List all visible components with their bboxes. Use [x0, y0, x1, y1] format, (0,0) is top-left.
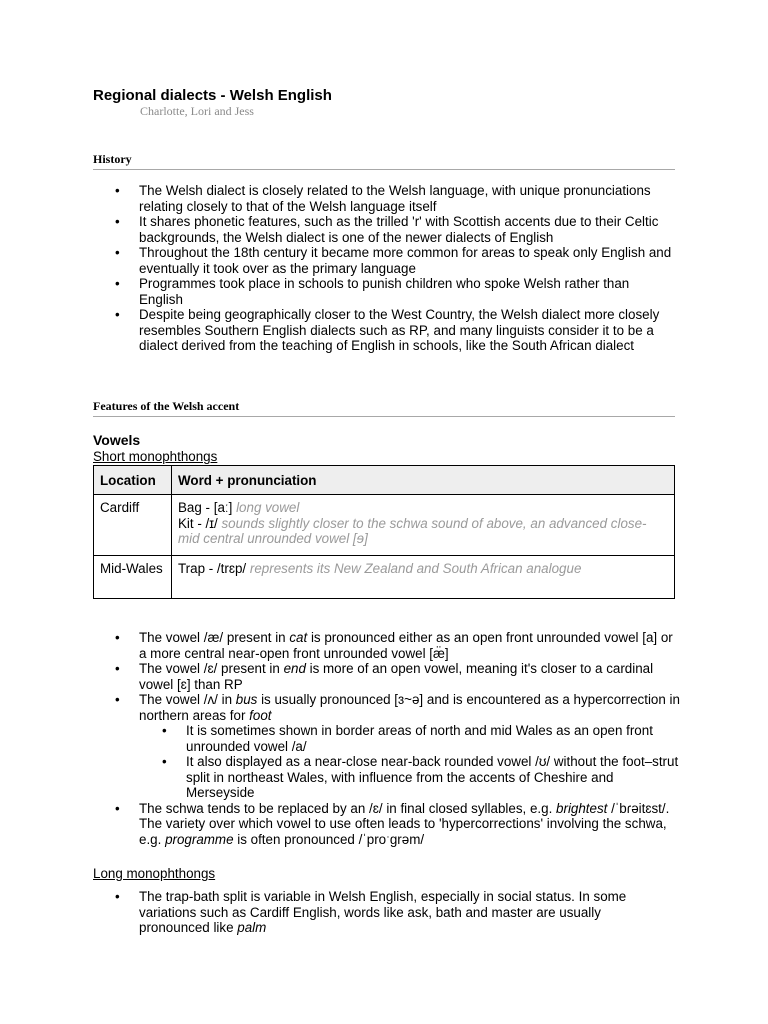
- pronunciation-note: sounds slightly closer to the schwa sound of above, an advanced close-mid central unrounded vowel [ɘ]: [178, 515, 647, 546]
- list-item: • Despite being geographically closer to the West Country, the Welsh dialect more closely resembles Southern English dialects such as RP, and many linguists consider it to be a dialect derived from the teaching of English in schools, like the South African dialect: [93, 307, 675, 354]
- label-long-monophthongs: Long monophthongs: [93, 866, 216, 881]
- section-heading-features: Features of the Welsh accent: [93, 399, 240, 413]
- section-divider: [93, 416, 675, 417]
- pronunciation-note: long vowel: [236, 500, 300, 515]
- list-item: • It is sometimes shown in border areas of north and mid Wales as an open front unrounded vowel /a/: [93, 723, 683, 754]
- table-row: [94, 495, 675, 556]
- document-authors: Charlotte, Lori and Jess: [140, 104, 254, 118]
- list-item: • Programmes took place in schools to punish children who spoke Welsh rather than English: [93, 276, 675, 307]
- table-row: [94, 556, 675, 599]
- vowel-bullet-list: [93, 630, 683, 847]
- document-title: Regional dialects - Welsh English: [93, 87, 332, 104]
- list-item: • It shares phonetic features, such as the trilled 'r' with Scottish accents due to their Celtic backgrounds, the Welsh dialect is one of the newer dialects of English: [93, 214, 675, 245]
- list-item: • Throughout the 18th century it became more common for areas to speak only English and eventually it took over as the primary language: [93, 245, 675, 276]
- list-item: • The Welsh dialect is closely related to the Welsh language, with unique pronunciations relating closely to that of the Welsh language itself: [93, 183, 675, 214]
- list-item: • The schwa tends to be replaced by an /ɛ/ in final closed syllables, e.g. brightest /ˈbɾəitɛst/. The variety over which vowel to use often leads to 'hypercorrections' involving the schwa, e.g. programme is often pronounced /ˈproˑɡrəm/: [93, 801, 683, 848]
- table-cell-location: Cardiff: [94, 495, 172, 556]
- table-header-word: Word + pronunciation: [172, 466, 675, 495]
- history-bullet-list: [93, 183, 675, 354]
- label-short-monophthongs: Short monophthongs: [93, 449, 218, 464]
- table-cell-pronunciation: [172, 556, 675, 599]
- list-item: • It also displayed as a near-close near-back rounded vowel /ʊ/ without the foot–strut split in northeast Wales, with influence from the accents of Cheshire and Merseyside: [93, 754, 683, 801]
- table-header-row: [94, 466, 675, 495]
- section-divider: [93, 169, 675, 170]
- long-monophthongs-bullet-list: [93, 889, 675, 936]
- table-cell-location: Mid-Wales: [94, 556, 172, 599]
- short-monophthongs-table: [93, 465, 675, 599]
- section-heading-history: History: [93, 152, 132, 166]
- word-kit: Kit - /ɪ/: [178, 515, 218, 531]
- list-item: • The vowel /ɛ/ present in end is more of an open vowel, meaning it's closer to a cardinal vowel [ɛ] than RP: [93, 661, 683, 692]
- list-item: • The vowel /æ/ present in cat is pronounced either as an open front unrounded vowel [a] or a more central near-open front unrounded vowel [æ̈]: [93, 630, 683, 661]
- word-bag: Bag - [aː]: [178, 500, 233, 515]
- list-item: • The vowel /ʌ/ in bus is usually pronounced [ɜ~ə] and is encountered as a hypercorrection in northern areas for foot: [93, 692, 683, 723]
- word-trap: Trap - /trɛp/: [178, 561, 247, 576]
- table-header-location: Location: [94, 466, 172, 495]
- list-item: • The trap-bath split is variable in Welsh English, especially in social status. In some variations such as Cardiff English, words like ask, bath and master are usually pronounced like palm: [93, 889, 675, 936]
- table-cell-pronunciation: [172, 495, 675, 556]
- subheading-vowels: Vowels: [93, 432, 141, 448]
- pronunciation-note: represents its New Zealand and South African analogue: [249, 561, 582, 576]
